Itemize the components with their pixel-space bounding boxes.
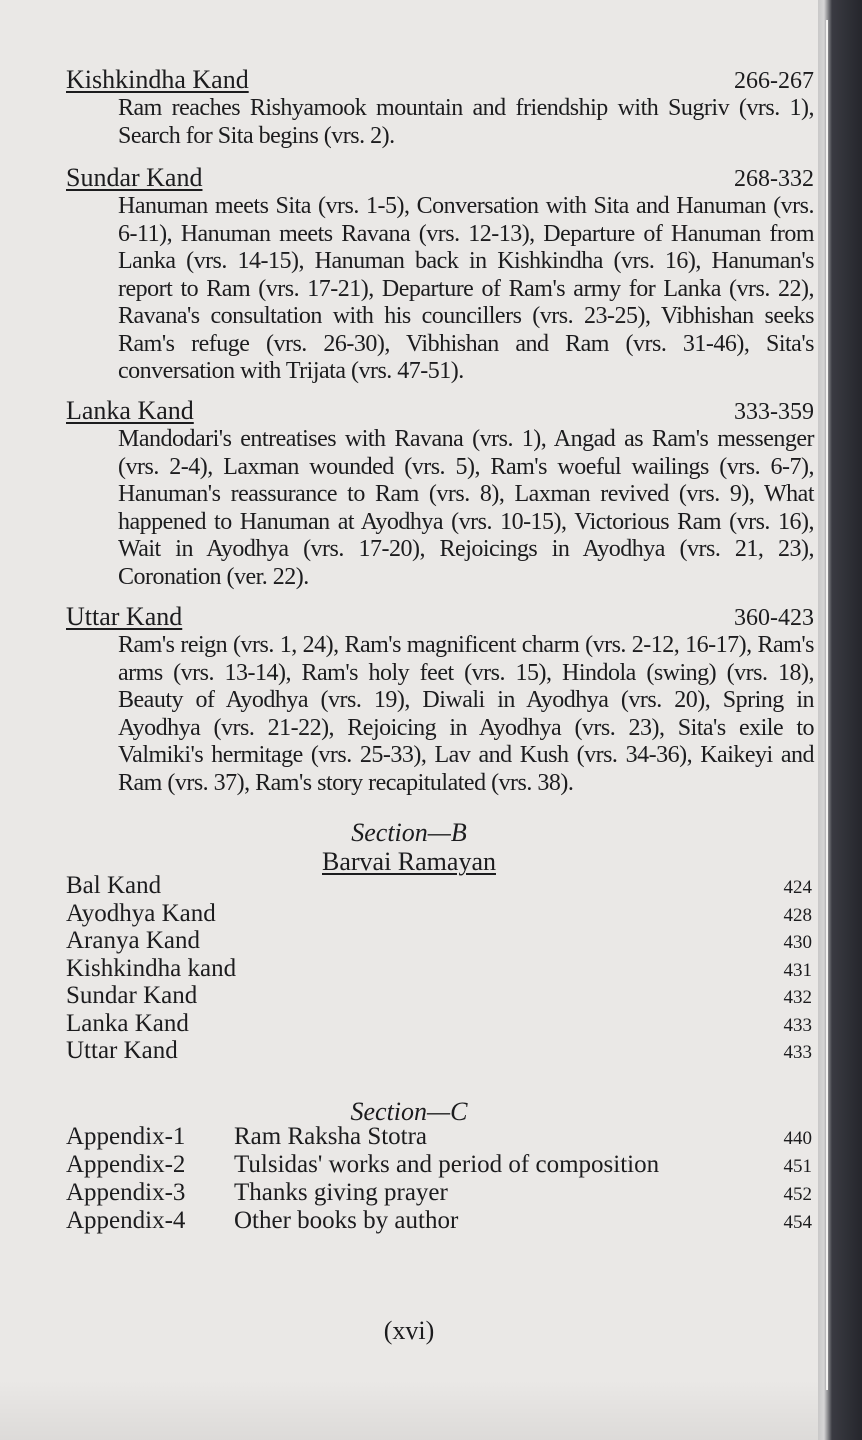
appendix-label: Appendix-1 <box>66 1123 186 1150</box>
entry-title: Uttar Kand <box>66 602 183 631</box>
appendix-page: 452 <box>783 1184 812 1205</box>
toc-title: Lanka Kand <box>66 1009 189 1037</box>
section-c-heading: Section—C <box>350 1097 468 1126</box>
toc-page: 428 <box>783 904 812 926</box>
toc-title: Kishkindha kand <box>66 954 237 982</box>
toc-page: 430 <box>783 932 812 953</box>
appendix-title: Other books by author <box>234 1207 459 1234</box>
section-b-list <box>66 872 812 1065</box>
book-spine-edge <box>818 0 862 1440</box>
toc-page: 424 <box>783 877 812 898</box>
page-number: (xvi) <box>383 1316 435 1345</box>
entry-description: Ram's reign (vrs. 1, 24), Ram's magnificent charm (vrs. 2-12, 16-17), Ram's arms (vrs. 13-14), Ram's holy feet (vrs. 15), Hindola (swing) (vrs. 18), Beauty of Ayodhya (vrs. 19), Diwali in Ayodhya (vrs. 20), Spring in Ayodhya (vrs. 21-22), Rejoicing in Ayodhya (vrs. 23), Sita's exile to Valmiki's hermitage (vrs. 25-33), Lav and Kush (vrs. 34-36), Kaikeyi and Ram (vrs. 37), Ram's story recapitulated (vrs. 38). <box>118 632 814 796</box>
appendix-label: Appendix-2 <box>66 1151 186 1178</box>
appendix-page: 451 <box>783 1156 812 1177</box>
appendix-title: Thanks giving prayer <box>234 1179 448 1206</box>
appendix-title: Ram Raksha Stotra <box>234 1123 428 1150</box>
toc-row <box>66 955 812 983</box>
lanka-kand-entry <box>66 397 814 591</box>
appendix-label: Appendix-4 <box>66 1207 186 1234</box>
toc-page: 433 <box>783 1014 812 1036</box>
kishkindha-kand-entry <box>66 66 814 150</box>
toc-page: 433 <box>783 1042 812 1063</box>
toc-title: Sundar Kand <box>66 982 198 1009</box>
entry-pages: 360-423 <box>734 605 814 631</box>
entry-title: Sundar Kand <box>66 163 203 192</box>
appendix-label: Appendix-3 <box>66 1179 186 1206</box>
appendix-row <box>66 1123 812 1151</box>
toc-row <box>66 927 812 955</box>
appendix-page: 454 <box>783 1212 812 1233</box>
toc-title: Uttar Kand <box>66 1037 178 1064</box>
entry-title: Kishkindha Kand <box>66 65 249 94</box>
appendix-page: 440 <box>783 1128 812 1149</box>
entry-description: Mandodari's entreatises with Ravana (vrs. 1), Angad as Ram's messenger (vrs. 2-4), Laxman wounded (vrs. 5), Ram's woeful wailings (vrs. 6-7), Hanuman's reassurance to Ram (vrs. 8), Laxman revived (vrs. 9), What happened to Hanuman at Ayodhya (vrs. 10-15), Victorious Ram (vrs. 16), Wait in Ayodhya (vrs. 17-20), Rejoicings in Ayodhya (vrs. 21, 23), Coronation (ver. 22). <box>118 426 814 590</box>
appendix-row <box>66 1207 812 1235</box>
toc-row <box>66 872 812 900</box>
toc-page: 432 <box>783 987 812 1008</box>
section-c-list <box>66 1123 812 1235</box>
entry-title: Lanka Kand <box>66 396 194 425</box>
section-b-subtitle: Barvai Ramayan <box>322 847 496 876</box>
entry-pages: 333-359 <box>734 399 814 425</box>
toc-page: 431 <box>783 959 812 981</box>
uttar-kand-entry <box>66 603 814 797</box>
appendix-row <box>66 1179 812 1207</box>
toc-title: Bal Kand <box>66 872 162 899</box>
appendix-row <box>66 1151 812 1179</box>
sundar-kand-entry <box>66 164 814 386</box>
toc-row <box>66 982 812 1010</box>
section-b-heading: Section—B <box>351 818 467 847</box>
entry-description: Ram reaches Rishyamook mountain and friendship with Sugriv (vrs. 1), Search for Sita begins (vrs. 2). <box>118 95 814 149</box>
toc-row <box>66 1010 812 1038</box>
toc-title: Ayodhya Kand <box>66 899 216 927</box>
appendix-title: Tulsidas' works and period of composition <box>234 1151 660 1178</box>
toc-row <box>66 900 812 928</box>
entry-description: Hanuman meets Sita (vrs. 1-5), Conversation with Sita and Hanuman (vrs. 6-11), Hanuman meets Ravana (vrs. 12-13), Departure of Hanuman from Lanka (vrs. 14-15), Hanuman back in Kishkindha (vrs. 16), Hanuman's report to Ram (vrs. 17-21), Departure of Ram's army for Lanka (vrs. 22), Ravana's consultation with his councillers (vrs. 23-25), Vibhishan seeks Ram's refuge (vrs. 26-30), Vibhishan and Ram (vrs. 31-46), Sita's conversation with Trijata (vrs. 47-51). <box>118 193 814 384</box>
entry-pages: 266-267 <box>734 68 814 94</box>
toc-title: Aranya Kand <box>66 927 200 954</box>
toc-row <box>66 1037 812 1065</box>
entry-pages: 268-332 <box>734 166 814 192</box>
